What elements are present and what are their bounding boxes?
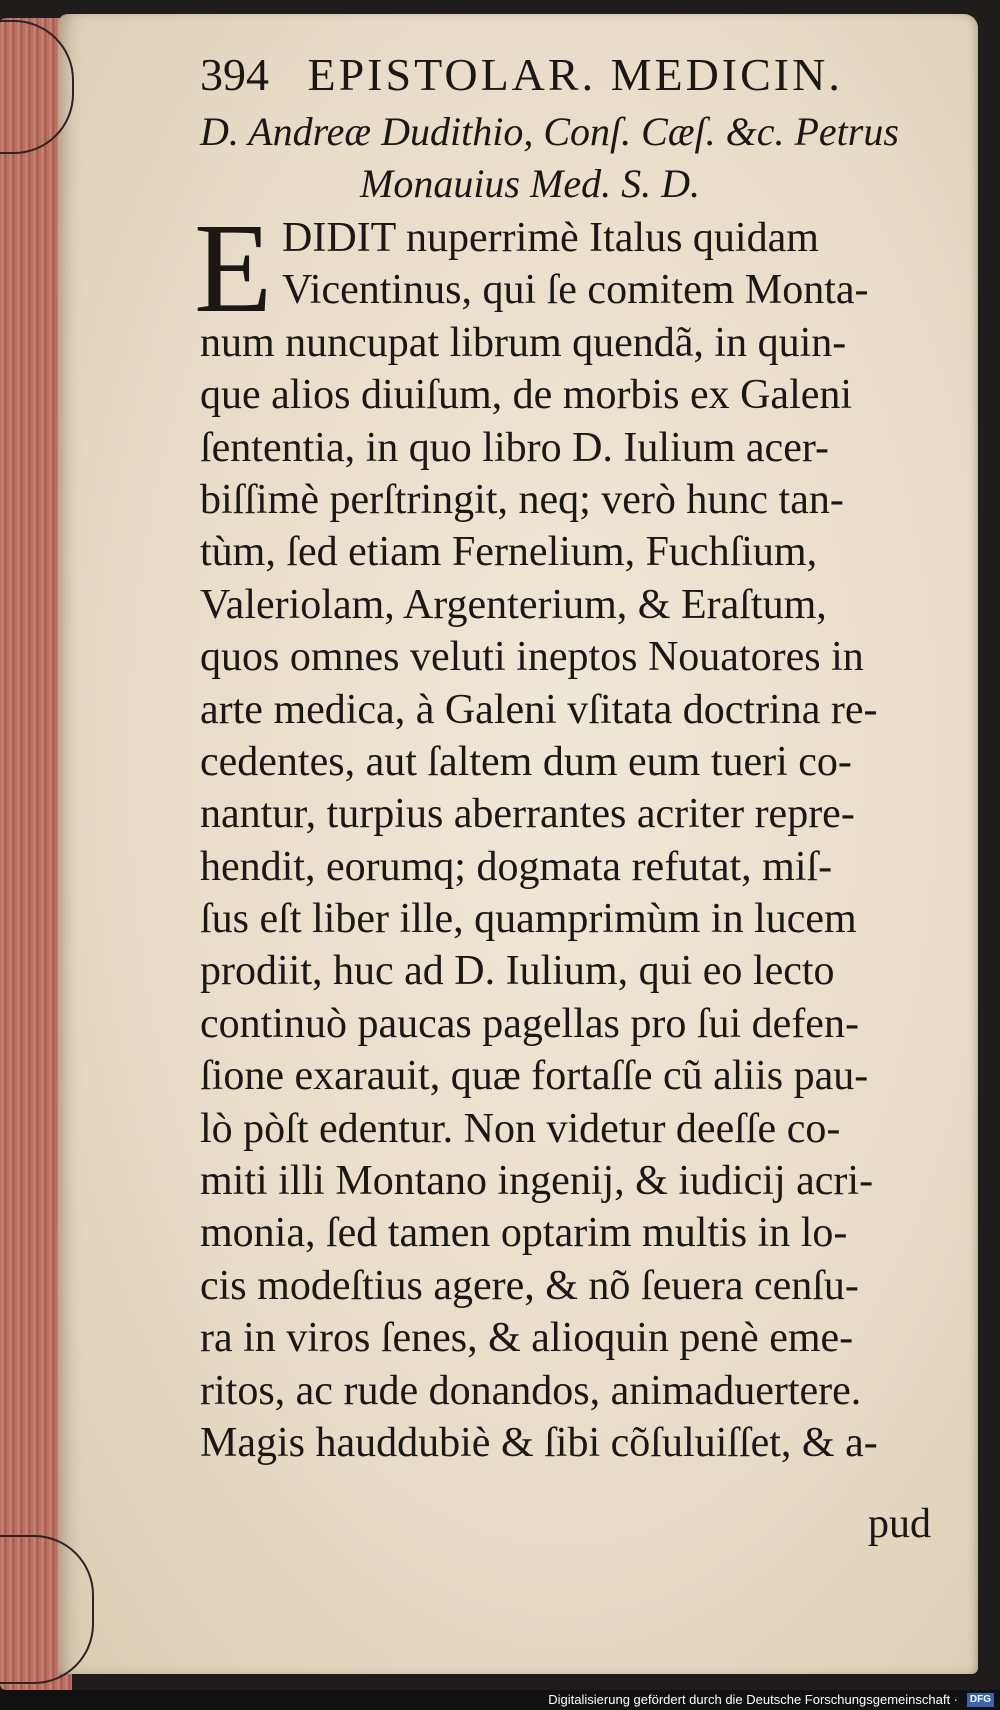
body-line: DIDIT nuperrimè Italus quidam — [282, 215, 819, 261]
body-line: ra in viros ſenes, & alioquin penè eme- — [200, 1315, 854, 1362]
body-line: biſſimè perſtringit, neq; verò hunc tan- — [200, 476, 844, 523]
body-line: nantur, turpius aberrantes acriter repre- — [200, 791, 855, 838]
catchword: pud — [868, 1501, 931, 1547]
dfg-logo: DFG — [967, 1693, 994, 1707]
body-line: num nuncupat librum quendã, in quin- — [200, 319, 847, 366]
letter-address-line-1: D. Andreæ Dudithio, Conſ. Cæſ. &c. Petrus — [200, 109, 899, 154]
body-line: cedentes, aut ſaltem dum eum tueri co- — [200, 738, 852, 785]
body-line: tùm, ſed etiam Fernelium, Fuchſium, — [200, 529, 818, 576]
body-line: continuò paucas pagellas pro ſui defen- — [200, 1000, 859, 1047]
footer-credit: Digitalisierung gefördert durch die Deutsche Forschungsgemeinschaft · — [548, 1692, 958, 1707]
body-line: ritos, ac rude donandos, animaduertere. — [200, 1367, 862, 1414]
body-line: ſententia, in quo libro D. Iulium acer- — [200, 424, 829, 471]
body-line: hendit, eorumq; dogmata refutat, miſ- — [200, 843, 833, 890]
running-header — [200, 48, 920, 101]
body-line: miti illi Montano ingenij, & iudicij acri- — [200, 1158, 874, 1205]
body-line: cis modeſtius agere, & nõ ſeuera cenſu- — [200, 1262, 859, 1309]
page-clip-mark-bottom — [0, 1535, 94, 1684]
digitization-footer — [0, 1690, 1000, 1710]
body-lines — [200, 212, 948, 1469]
body-line: arte medica, à Galeni vſitata doctrina re- — [200, 686, 878, 733]
body-line: ſione exarauit, quæ fortaſſe cũ aliis pau- — [200, 1053, 869, 1100]
page-number: 394 — [200, 49, 269, 100]
drop-capital: E — [194, 197, 273, 339]
body-line: ſus eſt liber ille, quamprimùm in lucem — [200, 896, 857, 943]
body-line: monia, ſed tamen optarim multis in lo- — [200, 1210, 848, 1257]
letter-body — [194, 197, 948, 1469]
body-line: Magis hauddubiè & ſibi cõſuluiſſet, & a- — [200, 1419, 878, 1466]
body-line: que alios diuiſum, de morbis ex Galeni — [200, 372, 853, 419]
body-line: Vicentinus, qui ſe comitem Monta- — [282, 267, 869, 314]
running-title: EPISTOLAR. MEDICIN. — [307, 49, 843, 100]
body-line: Valeriolam, Argenterium, & Eraſtum, — [200, 581, 827, 628]
body-line: prodiit, huc ad D. Iulium, qui eo lecto — [200, 948, 835, 995]
body-line: lò pòſt edentur. Non videtur deeſſe co- — [200, 1105, 841, 1152]
letter-address-line-2: Monauius Med. S. D. — [360, 161, 700, 206]
body-line: quos omnes veluti ineptos Nouatores in — [200, 634, 864, 681]
